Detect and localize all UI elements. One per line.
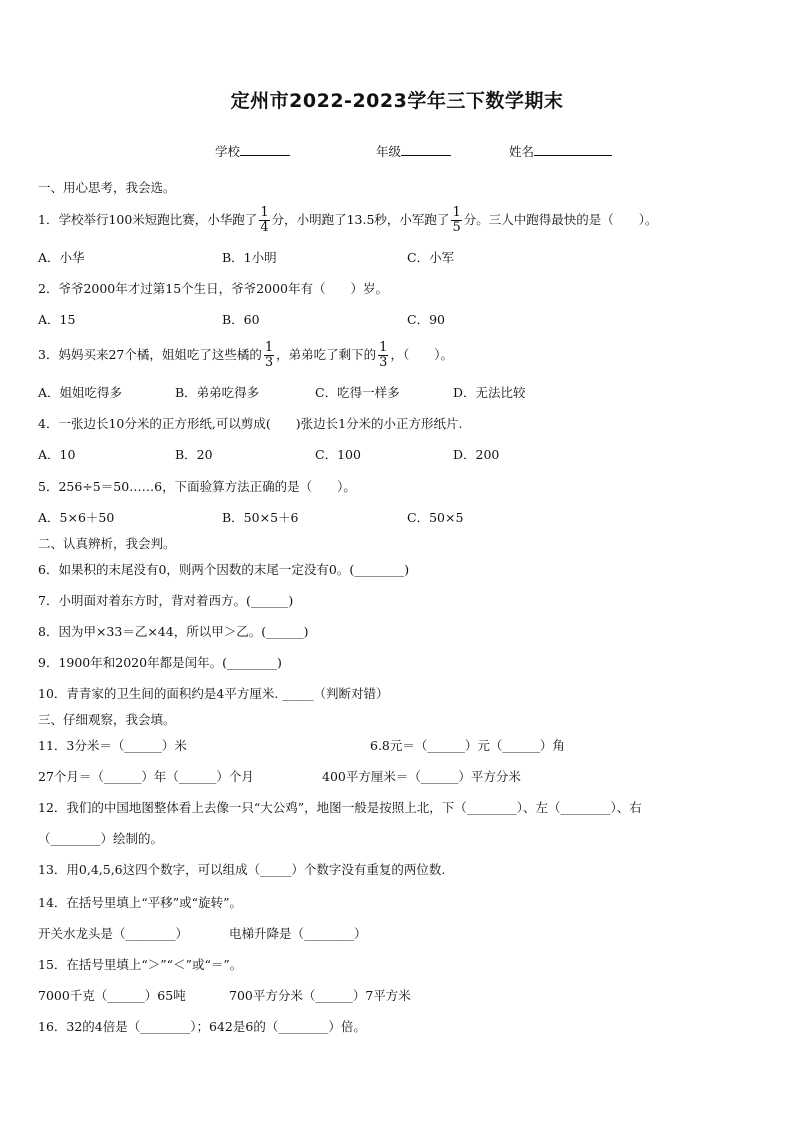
- fraction-one-quarter: $\frac{1}{4}$: [260, 205, 269, 235]
- grade-field: [376, 142, 451, 160]
- question-9: 9．1900年和2020年都是闰年。(________): [38, 655, 282, 670]
- question-3-text-c: ，（ ）。: [390, 347, 453, 362]
- q1-option-b[interactable]: B．1小明: [222, 250, 277, 265]
- q4-option-b[interactable]: B．20: [175, 447, 213, 462]
- name-blank: [534, 143, 612, 156]
- q5-option-a[interactable]: A．5×6＋50: [38, 510, 115, 525]
- question-11-c: 27个月＝（______）年（______）个月: [38, 769, 254, 784]
- question-3: [38, 340, 453, 370]
- q5-option-b[interactable]: B．50×5＋6: [222, 510, 299, 525]
- name-label: 姓名: [509, 144, 535, 159]
- name-field: [509, 142, 612, 160]
- q1-option-a[interactable]: A．小华: [38, 250, 85, 265]
- question-1: [38, 205, 657, 235]
- school-label: 学校: [215, 144, 241, 159]
- q3-option-d[interactable]: D．无法比较: [453, 385, 526, 400]
- section-heading-choice: 一、用心思考，我会选。: [38, 180, 176, 195]
- q3-option-b[interactable]: B．弟弟吃得多: [175, 385, 260, 400]
- q4-option-a[interactable]: A．10: [38, 447, 76, 462]
- q5-option-c[interactable]: C．50×5: [407, 510, 464, 525]
- q2-option-c[interactable]: C．90: [407, 312, 445, 327]
- question-14: 14．在括号里填上“平移”或“旋转”。: [38, 895, 242, 910]
- question-3-text-b: ，弟弟吃了剩下的: [276, 347, 377, 362]
- question-4: 4．一张边长10分米的正方形纸,可以剪成( )张边长1分米的小正方形纸片.: [38, 416, 463, 431]
- page-title: 定州市2022-2023学年三下数学期末: [230, 90, 564, 112]
- question-2: 2．爷爷2000年才过第15个生日，爷爷2000年有（ ）岁。: [38, 281, 388, 296]
- grade-label: 年级: [376, 144, 402, 159]
- question-1-text-b: 分，小明跑了13.5秒，小军跑了: [271, 212, 450, 227]
- q2-option-b[interactable]: B．60: [222, 312, 260, 327]
- section-heading-fill: 三、仔细观察，我会填。: [38, 712, 176, 727]
- school-blank: [240, 143, 290, 156]
- school-field: [215, 142, 290, 160]
- question-11-d: 400平方厘米＝（______）平方分米: [322, 769, 521, 784]
- question-7: 7．小明面对着东方时，背对着西方。(______): [38, 593, 294, 608]
- question-8: 8．因为甲×33＝乙×44，所以甲＞乙。(______): [38, 624, 309, 639]
- question-12-line-2: （________）绘制的。: [38, 831, 164, 846]
- question-11-a: 11．3分米＝（______）米: [38, 738, 187, 753]
- question-14-b: 电梯升降是（________）: [229, 926, 367, 941]
- question-11-b: 6.8元＝（______）元（______）角: [370, 738, 565, 753]
- question-15-b: 700平方分米（______）7平方米: [229, 988, 411, 1003]
- question-5: 5．256÷5＝50……6，下面验算方法正确的是（ ）。: [38, 479, 356, 494]
- question-12-line-1: 12．我们的中国地图整体看上去像一只“大公鸡”，地图一般是按照上北，下（________）、左（________）、右: [38, 800, 642, 815]
- grade-blank: [401, 143, 451, 156]
- question-10: 10．青青家的卫生间的面积约是4平方厘米. _____（判断对错）: [38, 686, 389, 701]
- q1-option-c[interactable]: C．小军: [407, 250, 455, 265]
- question-3-text-a: 3．妈妈买来27个橘，姐姐吃了这些橘的: [38, 347, 262, 362]
- question-1-text-a: 1．学校举行100米短跑比赛，小华跑了: [38, 212, 258, 227]
- fraction-one-third-b: $\frac{1}{3}$: [379, 340, 388, 370]
- q3-option-a[interactable]: A．姐姐吃得多: [38, 385, 123, 400]
- section-heading-judge: 二、认真辨析，我会判。: [38, 536, 176, 551]
- fraction-one-fifth: $\frac{1}{5}$: [452, 205, 461, 235]
- q4-option-c[interactable]: C．100: [315, 447, 361, 462]
- question-15-a: 7000千克（______）65吨: [38, 988, 186, 1003]
- q2-option-a[interactable]: A．15: [38, 312, 76, 327]
- question-16: 16．32的4倍是（________）；642是6的（________）倍。: [38, 1019, 366, 1034]
- q4-option-d[interactable]: D．200: [453, 447, 500, 462]
- question-13: 13．用0,4,5,6这四个数字，可以组成（_____）个数字没有重复的两位数.: [38, 862, 446, 877]
- q3-option-c[interactable]: C．吃得一样多: [315, 385, 400, 400]
- question-1-text-c: 分。三人中跑得最快的是（ ）。: [463, 212, 658, 227]
- fraction-one-third-a: $\frac{1}{3}$: [264, 340, 274, 370]
- question-6: 6．如果积的末尾没有0，则两个因数的末尾一定没有0。(________): [38, 562, 410, 577]
- question-14-a: 开关水龙头是（________）: [38, 926, 189, 941]
- question-15: 15．在括号里填上“＞”“＜”或“＝”。: [38, 957, 243, 972]
